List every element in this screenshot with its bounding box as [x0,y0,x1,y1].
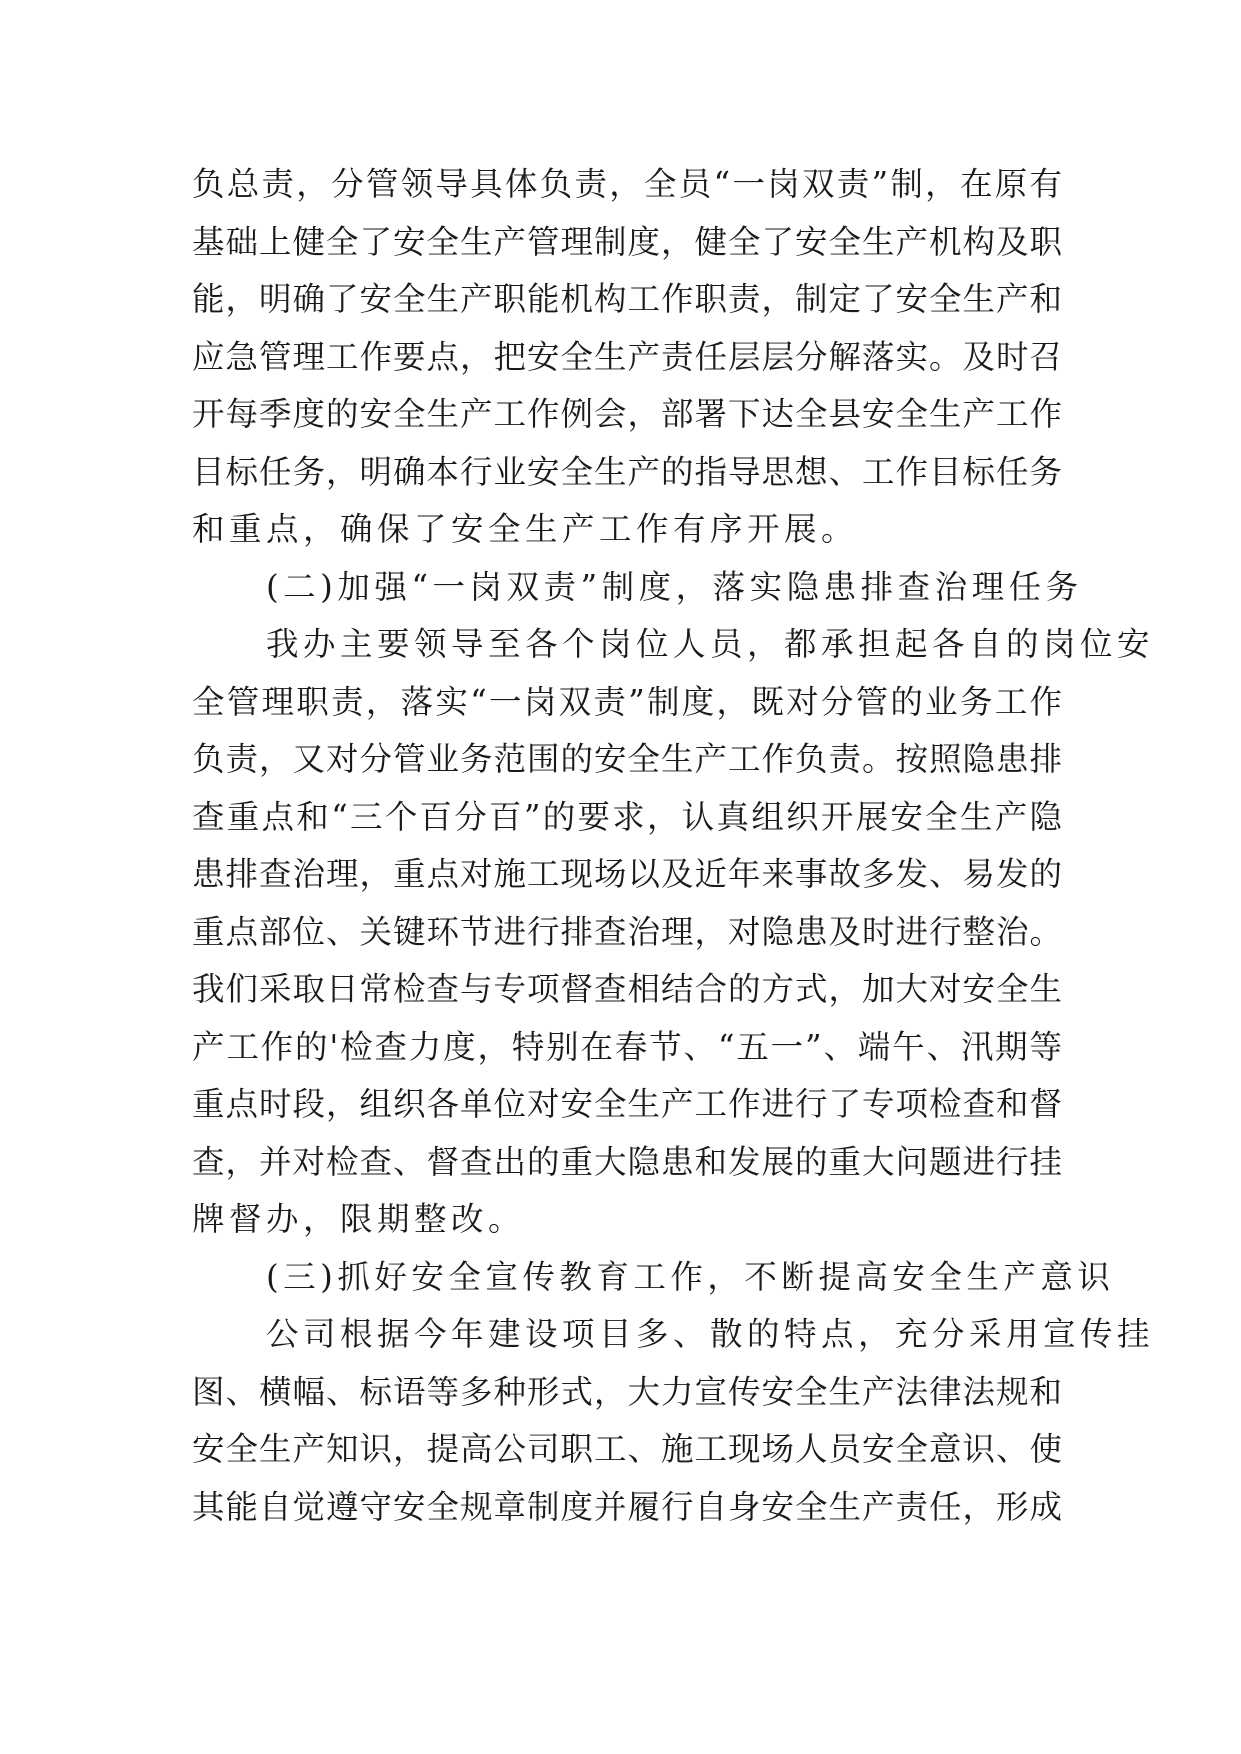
text-line: 安全生产知识，提高公司职工、施工现场人员安全意识、使 [192,1430,1062,1468]
text-line: 负责，又对分管业务范围的安全生产工作负责。按照隐患排 [192,740,1062,778]
text-line: 和重点，确保了安全生产工作有序开展。 [192,510,859,548]
text-line: 我们采取日常检查与专项督查相结合的方式，加大对安全生 [192,970,1062,1008]
text-line: 查，并对检查、督查出的重大隐患和发展的重大问题进行挂 [192,1142,1062,1181]
text-line: 图、横幅、标语等多种形式，大力宣传安全生产法律法规和 [192,1372,1062,1411]
section-heading: (二)加强“一岗双责”制度，落实隐患排查治理任务 [192,567,1083,606]
text-line: 基础上健全了安全生产管理制度，健全了安全生产机构及职 [192,222,1062,261]
text-line: 负总责，分管领导具体负责，全员“一岗双责”制，在原有 [192,165,1062,203]
text-line: 全管理职责，落实“一岗双责”制度，既对分管的业务工作 [192,682,1062,721]
text-line: 能，明确了安全生产职能机构工作职责，制定了安全生产和 [192,280,1062,318]
text-line: 查重点和“三个百分百”的要求，认真组织开展安全生产隐 [192,797,1062,836]
text-line: 公司根据今年建设项目多、散的特点，充分采用宣传挂 [192,1315,1155,1353]
text-line: 应急管理工作要点，把安全生产责任层层分解落实。及时召 [192,337,1062,376]
text-line: 重点时段，组织各单位对安全生产工作进行了专项检查和督 [192,1085,1062,1123]
text-line: 我办主要领导至各个岗位人员，都承担起各自的岗位安 [192,625,1155,663]
text-line: 重点部位、关键环节进行排查治理，对隐患及时进行整治。 [192,912,1062,951]
text-line: 开每季度的安全生产工作例会，部署下达全县安全生产工作 [192,395,1062,433]
text-line: 其能自觉遵守安全规章制度并履行自身安全生产责任，形成 [192,1487,1062,1526]
text-line: 牌督办，限期整改。 [192,1200,526,1238]
text-line: 目标任务，明确本行业安全生产的指导思想、工作目标任务 [192,452,1062,491]
section-heading: (三)抓好安全宣传教育工作，不断提高安全生产意识 [192,1257,1115,1296]
text-line: 患排查治理，重点对施工现场以及近年来事故多发、易发的 [192,855,1062,893]
text-line: 产工作的'检查力度，特别在春节、“五一”、端午、汛期等 [192,1027,1062,1066]
body-text [192,156,1155,1536]
